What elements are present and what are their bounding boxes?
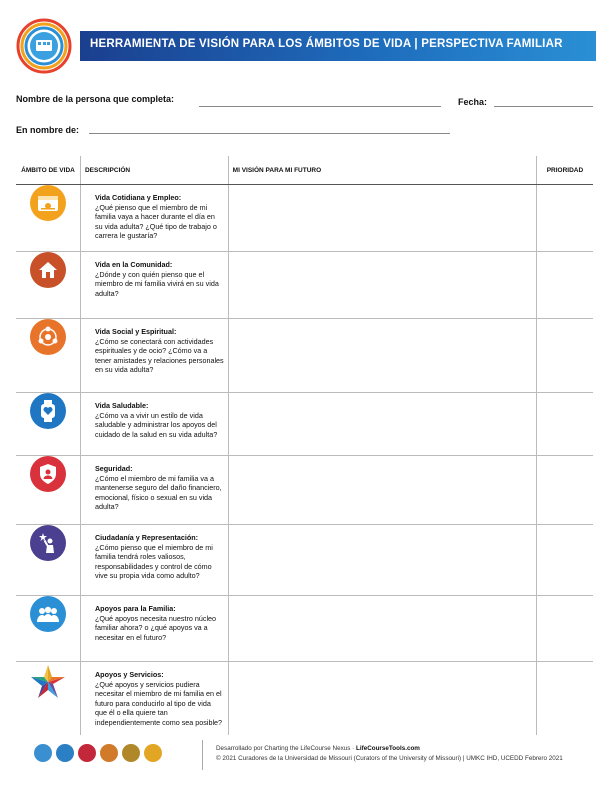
priority-cell[interactable] [536, 393, 593, 456]
footer-icon-row [34, 744, 162, 762]
completer-name-label: Nombre de la persona que completa: [16, 94, 175, 104]
footer-baby-icon [34, 744, 52, 762]
social-network-icon [30, 319, 66, 355]
priority-cell[interactable] [536, 252, 593, 319]
page-header [16, 18, 596, 76]
vision-cell[interactable] [228, 662, 536, 735]
domain-title: Apoyos y Servicios: [94, 670, 164, 679]
table-row [16, 393, 593, 456]
priority-cell[interactable] [536, 662, 593, 735]
footer-divider [202, 740, 203, 770]
vision-cell[interactable] [228, 393, 536, 456]
header-domain: ÁMBITO DE VIDA [16, 156, 80, 185]
table-row [16, 252, 593, 319]
footer-children-icon [56, 744, 74, 762]
domain-question: ¿Qué apoyos necesita nuestro núcleo familiar ahora? o ¿qué apoyos va a necesitar en el futuro? [94, 613, 217, 642]
title-bar [80, 31, 596, 61]
vision-cell[interactable] [228, 596, 536, 662]
date-label: Fecha: [458, 97, 488, 107]
domain-question: ¿Cómo pienso que el miembro de mi familia tendrá roles valiosos, responsabilidades y control de cómo vive su propia vida como adulto? [94, 542, 213, 581]
footer-link[interactable]: LifeCourseTools.com [356, 745, 420, 752]
table-row [16, 525, 593, 596]
vision-cell[interactable] [228, 456, 536, 525]
house-icon [30, 252, 66, 288]
header-description: DESCRIPCIÓN [80, 156, 228, 185]
daily-life-employment-icon [30, 185, 66, 221]
domain-title: Vida en la Comunidad: [94, 260, 173, 269]
vision-cell[interactable] [228, 525, 536, 596]
footer-copyright: © 2021 Curadores de la Universidad de Missouri (Curators of the University of Missouri) | UMKC IHD, UCEDD Febrero 2021 [216, 755, 563, 762]
header-vision: MI VISIÓN PARA MI FUTURO [228, 156, 536, 185]
table-row [16, 456, 593, 525]
domain-question: ¿Cómo se conectará con actividades espirituales y de ocio? ¿Cómo va a tener amistades y relaciones personales en su vida adulta? [94, 336, 224, 375]
domain-title: Vida Cotidiana y Empleo: [94, 193, 182, 202]
date-field[interactable] [494, 106, 593, 107]
domain-question: ¿Qué pienso que el miembro de mi familia vaya a hacer durante el día en su vida adulta? ¿Qué tipo de trabajo o carrera le gustaría? [94, 202, 217, 241]
priority-cell[interactable] [536, 319, 593, 393]
star-logo-icon [28, 662, 68, 702]
footer-family-icon [122, 744, 140, 762]
domain-question: ¿Cómo va a vivir un estilo de vida saludable y administrar los apoyos del cuidado de la salud en su vida adulta? [94, 410, 218, 439]
table-header-row [16, 156, 593, 185]
domain-title: Vida Saludable: [94, 401, 149, 410]
family-group-icon [30, 596, 66, 632]
footer-teen-icon [78, 744, 96, 762]
priority-cell[interactable] [536, 525, 593, 596]
on-behalf-label: En nombre de: [16, 125, 80, 135]
vision-cell[interactable] [228, 319, 536, 393]
priority-cell[interactable] [536, 185, 593, 252]
domain-title: Ciudadanía y Representación: [94, 533, 199, 542]
domain-question: ¿Qué apoyos y servicios pudiera necesitar el miembro de mi familia en el futuro para conducirlo al tipo de vida que él o ella quiere tan independientemente como sea posible? [94, 679, 223, 727]
table-row [16, 596, 593, 662]
heart-watch-icon [30, 393, 66, 429]
vision-cell[interactable] [228, 252, 536, 319]
completer-name-field[interactable] [199, 106, 441, 107]
header-priority: PRIORIDAD [536, 156, 593, 185]
page-footer [16, 740, 596, 770]
star-raised-hand-icon [30, 525, 66, 561]
domain-title: Vida Social y Espiritual: [94, 327, 177, 336]
vision-cell[interactable] [228, 185, 536, 252]
table-row [16, 185, 593, 252]
lifecourse-logo-icon [16, 18, 72, 74]
shield-person-icon [30, 456, 66, 492]
domain-title: Apoyos para la Familia: [94, 604, 176, 613]
footer-adults-icon [100, 744, 118, 762]
footer-elders-icon [144, 744, 162, 762]
priority-cell[interactable] [536, 596, 593, 662]
priority-cell[interactable] [536, 456, 593, 525]
footer-credits [216, 744, 563, 764]
on-behalf-field[interactable] [89, 133, 450, 134]
table-row [16, 662, 593, 735]
page-title: HERRAMIENTA DE VISIÓN PARA LOS ÁMBITOS DE VIDA | PERSPECTIVA FAMILIAR [90, 38, 563, 50]
footer-credit-line: Desarrollado por Charting the LifeCourse Nexus · [216, 745, 356, 752]
domain-question: ¿Dónde y con quién pienso que el miembro de mi familia vivirá en su vida adulta? [94, 269, 219, 298]
domain-title: Seguridad: [94, 464, 133, 473]
domain-question: ¿Cómo el miembro de mi familia va a mantenerse seguro del daño financiero, emocional, físico o sexual en su vida adulta? [94, 473, 222, 512]
table-row [16, 319, 593, 393]
life-domains-table [16, 156, 593, 735]
